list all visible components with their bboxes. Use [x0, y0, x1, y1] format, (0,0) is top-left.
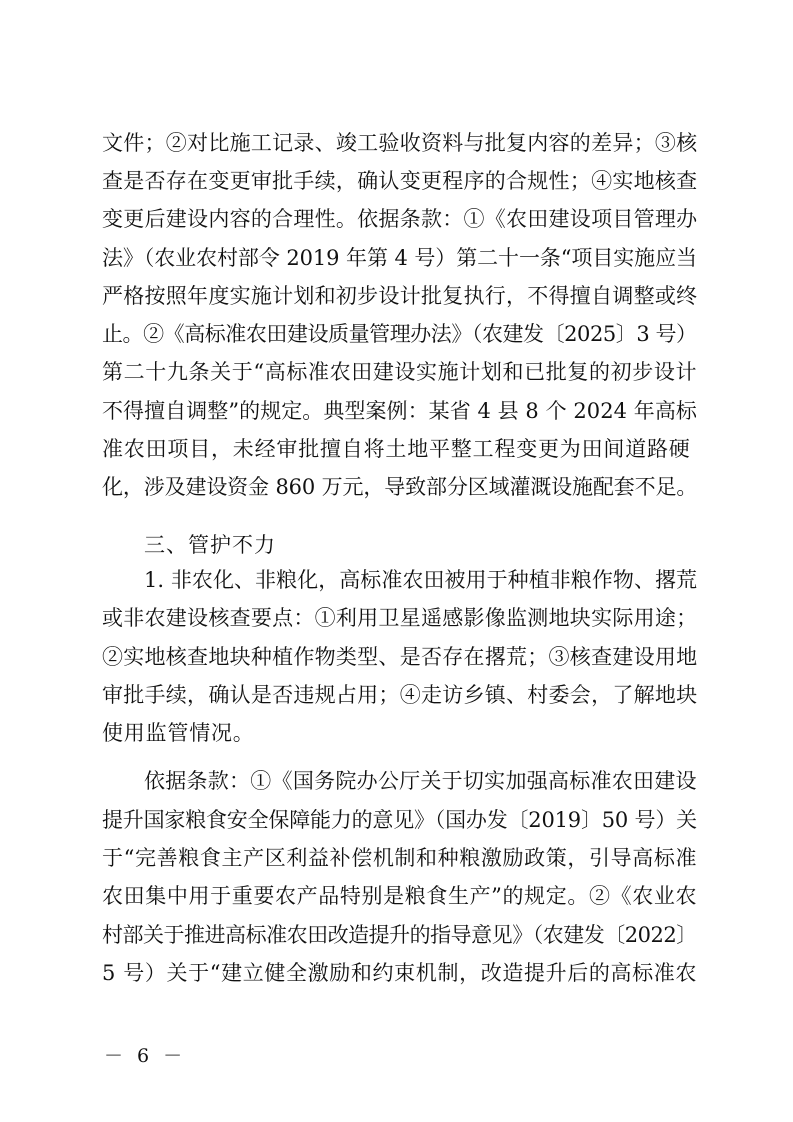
text-line: 变更后建设内容的合理性。依据条款：①《农田建设项目管理办 — [102, 207, 698, 231]
text-line: 农田集中用于重要农产品特别是粮食生产”的规定。②《农业农 — [102, 884, 698, 908]
text-line: 文件；②对比施工记录、竣工验收资料与批复内容的差异；③核 — [102, 131, 698, 155]
text-line: 审批手续，确认是否违规占用；④走访乡镇、村委会，了解地块 — [102, 683, 698, 707]
page-number: － 6 － — [104, 1045, 187, 1067]
text-line: 5 号）关于“建立健全激励和约束机制，改造提升后的高标准农 — [102, 961, 697, 985]
text-line: 使用监管情况。 — [102, 721, 255, 745]
text-line: 村部关于推进高标准农田改造提升的指导意见》（农建发〔2022〕 — [102, 923, 697, 947]
text-line: 法》（农业农村部令 2019 年第 4 号）第二十一条“项目实施应当 — [102, 246, 697, 270]
section-heading: 三、管护不力 — [144, 533, 276, 557]
text-line: 依据条款：①《国务院办公厅关于切实加强高标准农田建设 — [144, 769, 697, 793]
text-line: 于“完善粮食主产区利益补偿机制和种粮激励政策，引导高标准 — [102, 846, 698, 870]
text-line: 严格按照年度实施计划和初步设计批复执行，不得擅自调整或终 — [102, 284, 698, 308]
text-line: 第二十九条关于“高标准农田建设实施计划和已批复的初步设计 — [102, 360, 698, 384]
text-line: 化，涉及建设资金 860 万元，导致部分区域灌溉设施配套不足。 — [102, 475, 698, 499]
text-line: 不得擅自调整”的规定。典型案例：某省 4 县 8 个 2024 年高标 — [102, 399, 697, 423]
text-line: 或非农建设核查要点：①利用卫星遥感影像监测地块实际用途； — [102, 606, 698, 630]
text-line: 查是否存在变更审批手续，确认变更程序的合规性；④实地核查 — [102, 169, 698, 193]
text-line: 止。②《高标准农田建设质量管理办法》（农建发〔2025〕3 号） — [102, 322, 697, 346]
text-line: 提升国家粮食安全保障能力的意见》（国办发〔2019〕50 号）关 — [102, 808, 697, 832]
text-line: 1. 非农化、非粮化，高标准农田被用于种植非粮作物、撂荒 — [144, 568, 698, 592]
text-line: 准农田项目，未经审批擅自将土地平整工程变更为田间道路硬 — [102, 437, 691, 461]
text-line: ②实地核查地块种植作物类型、是否存在撂荒；③核查建设用地 — [102, 645, 698, 669]
